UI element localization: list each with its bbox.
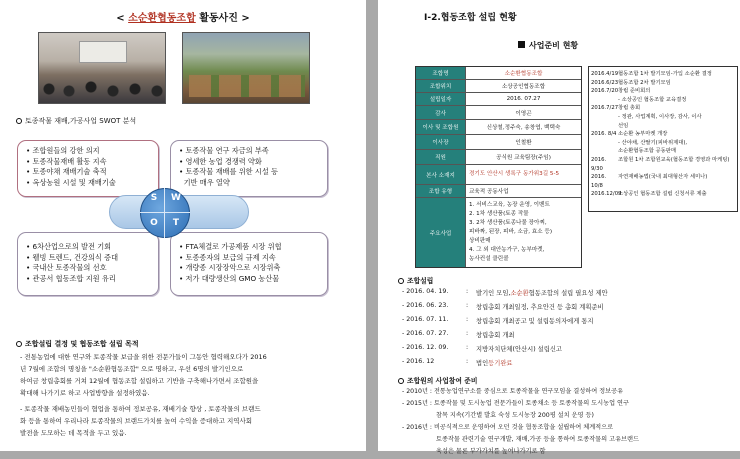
swot-item: • 개량종 시장장악으로 시장위축 xyxy=(179,263,281,272)
establishment-heading: 조합설립 xyxy=(398,275,433,285)
photo-section-title: < 소순환협동조합 활동사진 > xyxy=(116,13,250,24)
business-prep-heading: 사업준비 현황 xyxy=(518,40,578,51)
paragraph-line: - 전통농업에 대한 연구와 토종작물 보급을 위한 전문가들이 그동안 협력해오다가 2016 xyxy=(20,353,267,361)
audience xyxy=(39,77,167,103)
paragraph-line: 토종작물 관련기술 연구개발, 재배,가공 등을 통하여 토종작물의 고유브랜드 xyxy=(436,436,639,443)
history-row: 2016.12/09 소상공인 협동조합 설립 신청서류 제출 xyxy=(591,191,707,198)
background-section-heading: 조합설립 결정 및 협동조합 설립 목적 xyxy=(16,339,139,349)
swot-letter-s: S xyxy=(150,193,158,203)
swot-item: • 국내산 토종작물의 선호 xyxy=(26,263,107,272)
table-row xyxy=(416,80,581,93)
swot-divider xyxy=(164,188,165,238)
row-value: 1. 서비스교육, 농장 운영, 이벤트 2. 1차 생산품(토종 작물 3. 2차 생산품(토종나물 장아찌, 피바짜, 된장, 피바, 소금, 효소 등) 상비판매 4. 그 외 대안농가구, 농부마켓, 농사컨설 클린콜 xyxy=(469,202,553,262)
projector-screen xyxy=(79,41,127,63)
swot-item: • 옥상농원 시설 및 재배기술 xyxy=(26,177,116,187)
square-bullet-icon xyxy=(518,41,525,48)
history-row: 소순환협동조합 공동판매 xyxy=(618,148,676,155)
swot-item: • 토종야채 재배기술 축적 xyxy=(26,167,107,176)
row-label: 직원 xyxy=(416,150,466,164)
paragraph-line: 확대해 나가기로 하고 사업방향을 설정하였음. xyxy=(20,389,150,397)
paragraph-line: 년 7월에 조합의 명칭을 "소순환협동조합" 으로 명하고, 우선 6명의 발기인으로 xyxy=(20,365,244,373)
participation-heading: 조합원의 사업참여 준비 xyxy=(398,375,477,385)
history-row: 2016.7/20 창립 준비회의 xyxy=(591,88,651,95)
circle-bullet-icon xyxy=(16,118,22,124)
row-label: 감사 xyxy=(416,106,466,119)
swot-section-heading: 토종작물 재배,가공사업 SWOT 분석 xyxy=(16,116,136,126)
history-row: 2016.6/23 협동조합 2차 발기모임 xyxy=(591,79,671,86)
history-row: - 산야채, 산딸기(피바위제대), xyxy=(618,139,688,146)
swot-item: • 저가 대량생산의 GMO 농산물 xyxy=(179,273,280,283)
paragraph-line: - 토종작물 재배농민들이 협업을 통하여 정보공유, 재배기술 향상 , 토종작물의 브랜드 xyxy=(20,405,261,413)
row-label: 조합 유형 xyxy=(416,185,466,197)
seminar-photo xyxy=(38,32,166,104)
row-value: 신상철,정주숙, 송창엽, 백택숙 xyxy=(486,125,561,131)
table-row xyxy=(416,93,581,106)
circle-bullet-icon xyxy=(16,341,22,347)
timeline-row: - 2016. 12 : 법인 등기완료 xyxy=(402,358,513,367)
swot-item: • 토종작물재배 활동 지속 xyxy=(26,156,107,166)
history-row: 선임 xyxy=(618,122,629,129)
row-value: 인철환 xyxy=(515,140,532,146)
swot-item: • 토종작물 재배를 위한 시설 등 xyxy=(179,167,278,176)
paragraph-line: 화 등을 통하여 우리나라 토종작물의 브랜드가치를 높여 수익을 증대하고 지역사회 xyxy=(20,417,253,425)
table-row xyxy=(416,67,581,80)
row-value: 경기도 안산시 생록구 동가위3길 5-5 xyxy=(469,171,560,177)
swot-letter-w: W xyxy=(171,193,181,203)
table-row xyxy=(416,120,581,135)
row-label: 조합위치 xyxy=(416,80,466,92)
swot-item: • 조합원들의 강한 의지 xyxy=(26,146,100,155)
row-label: 조합명 xyxy=(416,67,466,79)
history-row: 2016. 10/8 자연재배농법(국내 최대형산자 세미나) xyxy=(591,174,708,189)
row-label: 이사 및 조합원 xyxy=(416,120,466,134)
row-label: 주요사업 xyxy=(416,198,466,267)
history-row: - 소상공인 협동조합 교육결정 xyxy=(618,96,687,103)
swot-divider xyxy=(140,212,190,213)
history-row: 2016.4/19 협동조합 1차 발기모임-가입 소순환 결정 xyxy=(591,71,712,77)
timeline-row: - 2016. 04. 19. : 발기인 모임, 소순환 협동조합의 설립 필요성 제안 xyxy=(402,288,608,297)
timeline-row: - 2016. 06. 23. : 창립총회 개최일정, 추요안건 등 총회 계획준비 xyxy=(402,302,604,311)
paragraph-line: 육성은 물론 부가가치를 높여나가기로 함 xyxy=(436,448,546,455)
cooperative-info-table xyxy=(415,66,582,268)
row-value: 교육적 공동사업 xyxy=(469,189,509,195)
swot-item: 기반 매우 열약 xyxy=(183,177,230,187)
swot-item: • FTA체결로 가공제품 시장 위협 xyxy=(179,242,282,251)
row-label: 설립일자 xyxy=(416,93,466,105)
swot-letter-o: O xyxy=(150,218,158,228)
paragraph-line: 하여금 창립총회를 거쳐 12월에 협동조합 설립하고 기반을 구축해나가면서 조합원을 xyxy=(20,377,259,385)
table-row xyxy=(416,135,581,150)
circle-bullet-icon xyxy=(398,278,404,284)
timeline-row: - 2016. 07. 11. : 창립총회 개최공고 및 설립동의자에게 통지 xyxy=(402,316,594,325)
history-row: 2016.7/27 창립 총회 xyxy=(591,105,641,112)
row-label: 본사 소재지 xyxy=(416,165,466,184)
timeline-row: - 2016. 07. 27. : 창립총회 개최 xyxy=(402,330,515,339)
swot-strengths-box xyxy=(17,140,159,197)
history-row: 2016. 8/4 소순환 농부마켓 개장 xyxy=(591,131,668,138)
paragraph-line: - 2015년 : 토종작물 및 도시농업 전문가들이 토종채소 등 토종작물의 도시농업 연구 xyxy=(402,400,629,407)
row-value: 이영곤 xyxy=(515,110,532,117)
swot-letter-t: T xyxy=(172,218,180,228)
row-value: 공식원 교육팀장(주임) xyxy=(496,155,551,161)
swot-item: • 토종종자의 보급의 규제 지속 xyxy=(179,252,276,262)
history-row: - 정관, 사업계획, 이사장, 감사, 이사 xyxy=(618,113,702,120)
swot-item: • 웰빙 트렌드, 건강의식 증대 xyxy=(26,252,119,262)
timeline-row: - 2016. 12. 09. : 지방자치단체(안산시) 설립신고 xyxy=(402,344,562,353)
row-value: 소상공인협동조합 xyxy=(501,84,546,90)
swot-item: • 토종작물 연구 자금의 부족 xyxy=(179,146,269,155)
swot-threats-box xyxy=(170,232,328,296)
paragraph-line: - 2010년 : 전통농업연구소를 중심으로 토종작물을 연구모임을 결성하여 정보공유 xyxy=(402,388,624,395)
left-page xyxy=(0,0,366,451)
history-row: 2016. 9/30 조합원 1차 조합원교육(협동조합 경영과 마케팅) xyxy=(591,156,730,172)
swot-item: • 관공서 협동조합 지원 유리 xyxy=(26,273,116,283)
swot-item: • 6차산업으로의 발전 기회 xyxy=(26,242,112,251)
row-label: 이사장 xyxy=(416,135,466,149)
swot-weaknesses-box xyxy=(170,140,328,197)
paragraph-line: 참목 지속(기간별 발효 숙성 도시농장 200평 설치 운영 등) xyxy=(436,412,594,419)
paragraph-line: - 2016년 : 비공식적으로 운영하여 오던 것을 협동조합을 설립하여 체계적으로 xyxy=(402,424,614,431)
table-row xyxy=(416,106,581,120)
table-row xyxy=(416,165,581,185)
row-value: 2016. 07.27 xyxy=(506,96,541,102)
rooftop-garden-photo xyxy=(182,32,310,104)
row-value: 소순환협동조합 xyxy=(504,71,543,77)
swot-item: • 영세한 농업 경쟁력 약화 xyxy=(179,156,262,166)
table-row xyxy=(416,185,581,198)
table-row xyxy=(416,150,581,165)
paragraph-line: 발전을 도모하는 데 목적을 두고 있음. xyxy=(20,429,127,437)
garden-beds xyxy=(189,75,305,97)
right-page xyxy=(378,0,740,455)
table-row xyxy=(416,198,581,267)
history-box xyxy=(588,66,738,212)
page-title: Ⅰ-2.협동조합 설립 현황 xyxy=(424,13,517,23)
circle-bullet-icon xyxy=(398,378,404,384)
swot-opportunities-box xyxy=(17,232,159,296)
